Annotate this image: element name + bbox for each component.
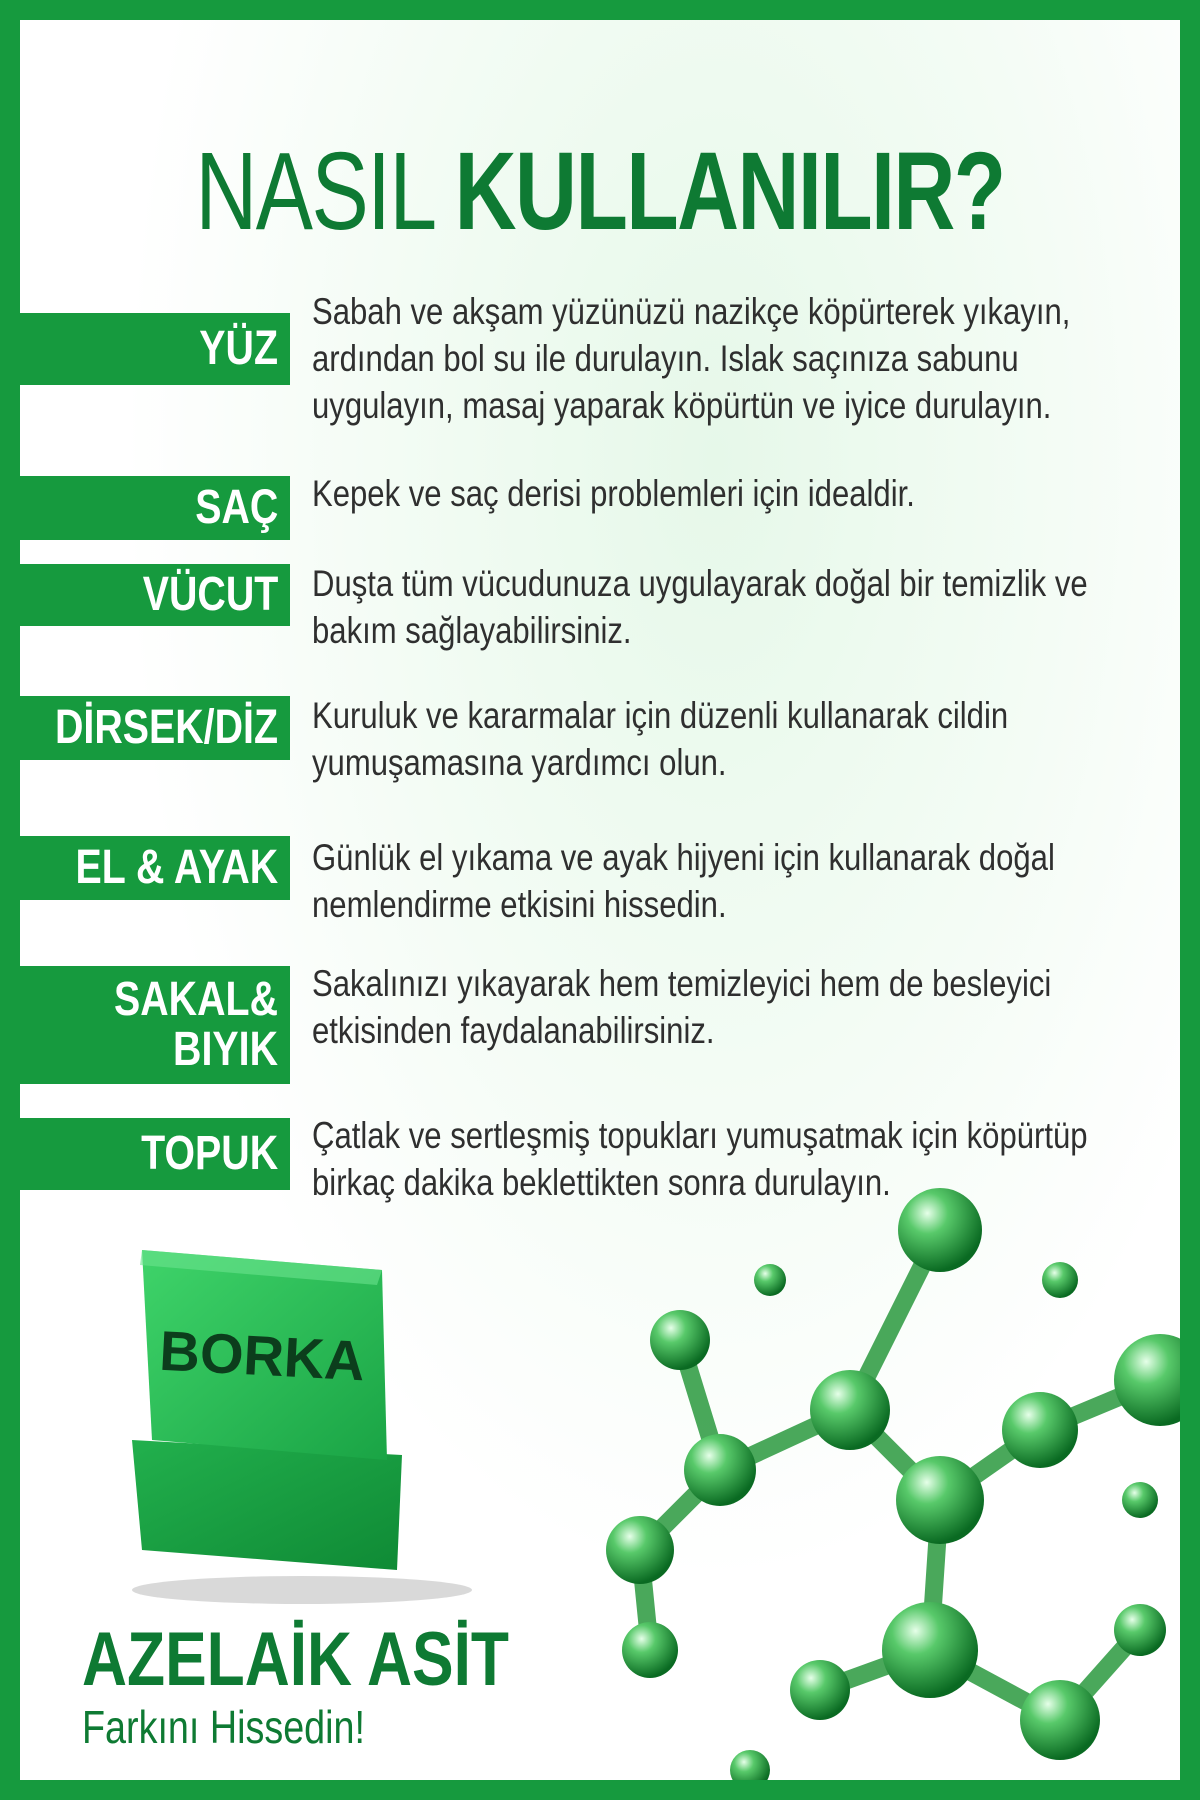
usage-text-hair: Kepek ve saç derisi problemleri için idealdir.: [312, 473, 915, 514]
tagline: Farkını Hissedin!: [82, 1701, 366, 1753]
title-bold: KULLANILIR?: [454, 130, 1005, 253]
molecule-atoms: [606, 1188, 1200, 1790]
soap-logo: BORKA: [158, 1318, 367, 1393]
usage-label-elbow-knee: DİRSEK/DİZ: [0, 696, 290, 760]
page-title: [148, 132, 1053, 252]
ingredient-title: AZELAİK ASİT: [82, 1617, 509, 1702]
usage-text-elbow-knee: Kuruluk ve kararmalar için düzenli kullanarak cildin yumuşamasına yardımcı olun.: [312, 695, 1009, 783]
usage-label-hair: SAÇ: [0, 476, 290, 540]
usage-label-hand-foot: EL & AYAK: [0, 836, 290, 900]
usage-label-heel: TOPUK: [0, 1118, 290, 1190]
soap-lower-bar: [132, 1440, 402, 1570]
usage-label-face: YÜZ: [0, 313, 290, 385]
usage-text-hand-foot: Günlük el yıkama ve ayak hijyeni için kullanarak doğal nemlendirme etkisini hissedin.: [312, 837, 1055, 925]
title-light: NASIL: [195, 130, 433, 253]
usage-label-beard: SAKAL& BIYIK: [0, 966, 290, 1084]
usage-text-face: Sabah ve akşam yüzünüzü nazikçe köpürterek yıkayın, ardından bol su ile durulayın. Islak saçınıza sabunu uygulayın, masaj yaparak köpürtün ve iyice durulayın.: [312, 291, 1071, 426]
molecule-image: [520, 1170, 1200, 1800]
usage-label-body: VÜCUT: [0, 564, 290, 626]
usage-text-beard: Sakalınızı yıkayarak hem temizleyici hem de besleyici etkisinden faydalanabilirsiniz.: [312, 963, 1052, 1051]
usage-text-heel: Çatlak ve sertleşmiş topukları yumuşatmak için köpürtüp birkaç dakika beklettikten sonra durulayın.: [312, 1115, 1088, 1203]
usage-text-body: Duşta tüm vücudunuza uygulayarak doğal bir temizlik ve bakım sağlayabilirsiniz.: [312, 563, 1088, 651]
soap-bar-image: [112, 1250, 472, 1610]
